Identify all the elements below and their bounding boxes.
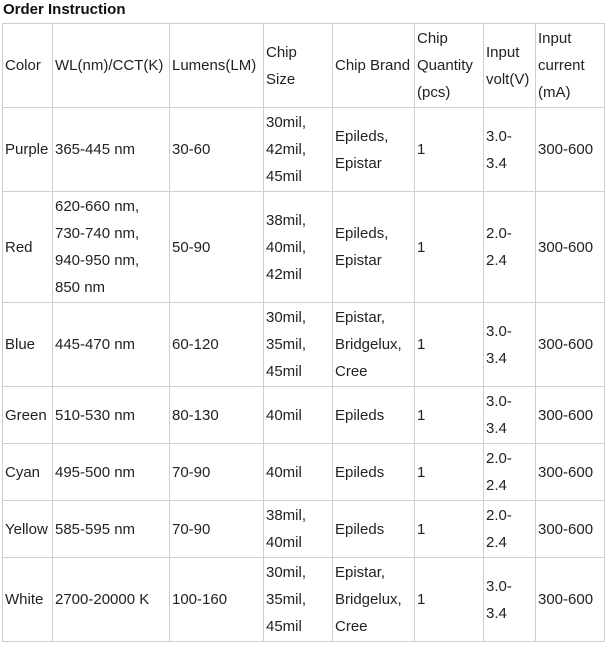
cell-chip-quantity: 1 (415, 387, 484, 444)
cell-input-current: 300-600 (536, 444, 605, 501)
cell-color: Red (3, 192, 53, 303)
cell-chip-brand: Epistar, Bridgelux, Cree (333, 558, 415, 642)
header-color: Color (3, 24, 53, 108)
header-wavelength-cct: WL(nm)/CCT(K) (53, 24, 170, 108)
cell-chip-size: 30mil, 35mil, 45mil (264, 303, 333, 387)
cell-lumens: 50-90 (170, 192, 264, 303)
cell-chip-brand: Epileds, Epistar (333, 108, 415, 192)
cell-input-current: 300-600 (536, 303, 605, 387)
cell-input-volt: 2.0- 2.4 (484, 192, 536, 303)
cell-chip-brand: Epistar, Bridgelux, Cree (333, 303, 415, 387)
header-lumens: Lumens(LM) (170, 24, 264, 108)
cell-lumens: 30-60 (170, 108, 264, 192)
cell-color: Purple (3, 108, 53, 192)
cell-wavelength-cct: 495-500 nm (53, 444, 170, 501)
cell-chip-size: 40mil (264, 387, 333, 444)
header-chip-quantity: Chip Quantity (pcs) (415, 24, 484, 108)
cell-input-volt: 3.0- 3.4 (484, 303, 536, 387)
cell-chip-size: 38mil, 40mil, 42mil (264, 192, 333, 303)
cell-lumens: 70-90 (170, 501, 264, 558)
cell-input-volt: 2.0- 2.4 (484, 501, 536, 558)
cell-color: Cyan (3, 444, 53, 501)
cell-lumens: 60-120 (170, 303, 264, 387)
cell-wavelength-cct: 2700-20000 K (53, 558, 170, 642)
cell-chip-brand: Epileds (333, 387, 415, 444)
cell-chip-brand: Epileds, Epistar (333, 192, 415, 303)
cell-lumens: 100-160 (170, 558, 264, 642)
cell-chip-quantity: 1 (415, 501, 484, 558)
header-chip-size: Chip Size (264, 24, 333, 108)
page-title: Order Instruction (3, 1, 126, 18)
cell-chip-size: 40mil (264, 444, 333, 501)
cell-wavelength-cct: 365-445 nm (53, 108, 170, 192)
cell-wavelength-cct: 585-595 nm (53, 501, 170, 558)
cell-input-current: 300-600 (536, 387, 605, 444)
cell-input-current: 300-600 (536, 108, 605, 192)
table-row (3, 303, 605, 387)
cell-wavelength-cct: 445-470 nm (53, 303, 170, 387)
cell-chip-size: 30mil, 35mil, 45mil (264, 558, 333, 642)
cell-chip-size: 30mil, 42mil, 45mil (264, 108, 333, 192)
cell-input-current: 300-600 (536, 501, 605, 558)
table-row (3, 558, 605, 642)
cell-chip-brand: Epileds (333, 501, 415, 558)
cell-chip-quantity: 1 (415, 444, 484, 501)
cell-chip-quantity: 1 (415, 192, 484, 303)
cell-input-volt: 2.0- 2.4 (484, 444, 536, 501)
cell-chip-size: 38mil, 40mil (264, 501, 333, 558)
cell-color: Blue (3, 303, 53, 387)
cell-lumens: 70-90 (170, 444, 264, 501)
cell-chip-quantity: 1 (415, 558, 484, 642)
cell-chip-quantity: 1 (415, 303, 484, 387)
order-instruction-table (2, 23, 605, 642)
table-row (3, 444, 605, 501)
cell-wavelength-cct: 620-660 nm, 730-740 nm, 940-950 nm, 850 nm (53, 192, 170, 303)
header-input-current: Input current (mA) (536, 24, 605, 108)
cell-input-current: 300-600 (536, 192, 605, 303)
table-row (3, 192, 605, 303)
header-input-volt: Input volt(V) (484, 24, 536, 108)
cell-input-volt: 3.0- 3.4 (484, 387, 536, 444)
table-body (3, 108, 605, 642)
cell-input-current: 300-600 (536, 558, 605, 642)
cell-chip-quantity: 1 (415, 108, 484, 192)
cell-color: White (3, 558, 53, 642)
table-row (3, 387, 605, 444)
cell-color: Yellow (3, 501, 53, 558)
table-row (3, 501, 605, 558)
table-row (3, 108, 605, 192)
cell-input-volt: 3.0- 3.4 (484, 558, 536, 642)
cell-input-volt: 3.0- 3.4 (484, 108, 536, 192)
header-chip-brand: Chip Brand (333, 24, 415, 108)
cell-color: Green (3, 387, 53, 444)
cell-lumens: 80-130 (170, 387, 264, 444)
table-header-row (3, 24, 605, 108)
cell-chip-brand: Epileds (333, 444, 415, 501)
cell-wavelength-cct: 510-530 nm (53, 387, 170, 444)
